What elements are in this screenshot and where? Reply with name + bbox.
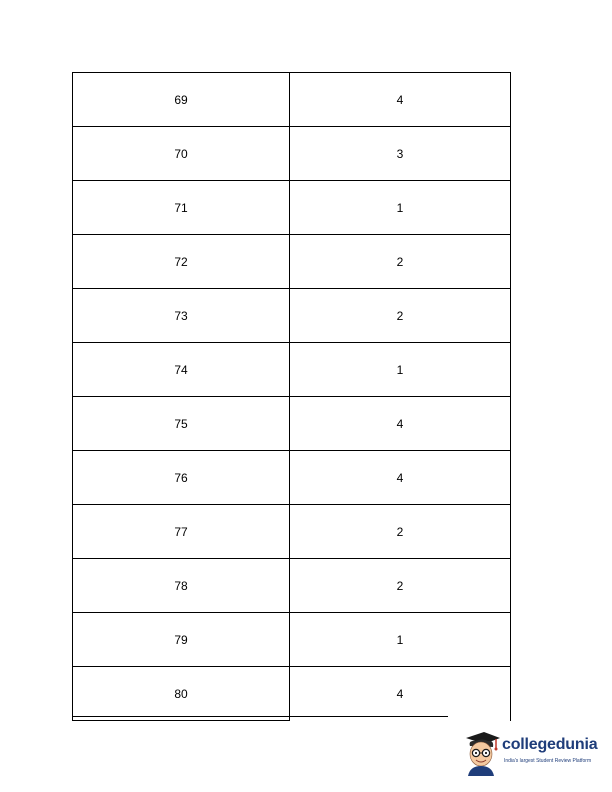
question-number-cell: 76	[73, 451, 290, 505]
table-row	[73, 397, 511, 451]
answer-cell: 2	[290, 235, 511, 289]
table-row	[73, 127, 511, 181]
table-row	[73, 451, 511, 505]
table-row	[73, 235, 511, 289]
question-number-cell: 77	[73, 505, 290, 559]
table-row	[73, 181, 511, 235]
answer-key-table	[72, 72, 511, 721]
question-number-cell: 80	[73, 667, 290, 721]
logo-wordmark: collegedunia	[502, 736, 598, 753]
answer-cell: 2	[290, 505, 511, 559]
answer-cell: 4	[290, 73, 511, 127]
question-number-cell: 74	[73, 343, 290, 397]
answer-cell: 4	[290, 397, 511, 451]
student-mascot-icon	[462, 728, 502, 776]
table-row	[73, 667, 511, 721]
answer-cell: 2	[290, 289, 511, 343]
question-number-cell: 72	[73, 235, 290, 289]
question-number-cell: 75	[73, 397, 290, 451]
collegedunia-logo	[462, 728, 604, 776]
answer-cell: 4	[290, 451, 511, 505]
logo-tagline: India's largest Student Review Platform	[504, 758, 592, 764]
table-bottom-border	[72, 716, 448, 717]
answer-cell: 2	[290, 559, 511, 613]
table-row	[73, 613, 511, 667]
answer-cell: 1	[290, 343, 511, 397]
question-number-cell: 70	[73, 127, 290, 181]
question-number-cell: 79	[73, 613, 290, 667]
question-number-cell: 78	[73, 559, 290, 613]
answer-cell: 4	[290, 667, 511, 721]
table-row	[73, 289, 511, 343]
answer-cell: 1	[290, 181, 511, 235]
table-row	[73, 559, 511, 613]
question-number-cell: 69	[73, 73, 290, 127]
table-row	[73, 343, 511, 397]
table-row	[73, 73, 511, 127]
question-number-cell: 71	[73, 181, 290, 235]
answer-cell: 1	[290, 613, 511, 667]
question-number-cell: 73	[73, 289, 290, 343]
table-row	[73, 505, 511, 559]
answer-cell: 3	[290, 127, 511, 181]
